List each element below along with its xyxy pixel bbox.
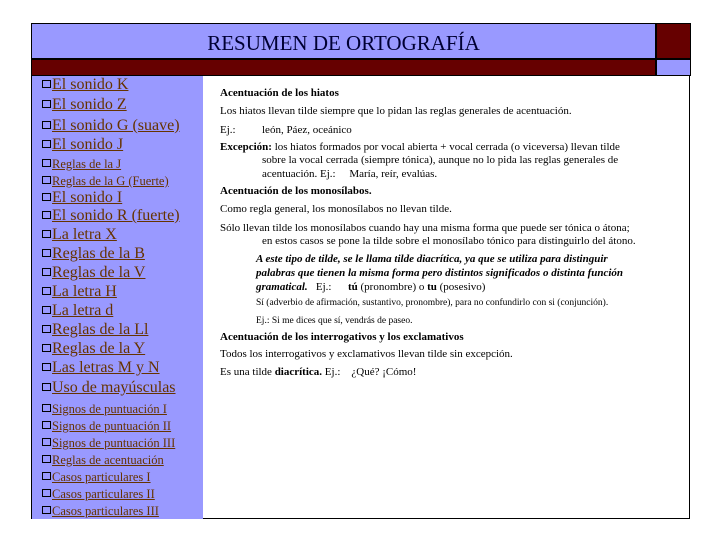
sidebar-link-label: Uso de mayúsculas — [52, 379, 176, 396]
text: María, reír, evalúas. — [349, 168, 438, 180]
bullet-square-icon — [42, 438, 51, 446]
bullet-square-icon — [42, 472, 51, 480]
sidebar-link[interactable] — [42, 207, 180, 225]
text: Los hiatos llevan tilde siempre que lo pidan las reglas generales de acentuación. — [220, 105, 572, 117]
sidebar-link[interactable] — [42, 302, 113, 320]
sidebar-link-label: Casos particulares III — [52, 504, 159, 518]
sidebar-link[interactable] — [42, 453, 164, 468]
bullet-square-icon — [42, 159, 51, 167]
sidebar-link[interactable] — [42, 321, 148, 339]
text: palabras que tienen la misma forma pero distintos significados o distinta función — [256, 267, 624, 279]
bullet-square-icon — [42, 455, 51, 463]
text: Sólo llevan tilde los monosílabos cuando hay una misma forma que puede ser tónica o átona; — [220, 222, 630, 234]
text: (posesivo) — [439, 281, 486, 293]
sidebar-link-label: Signos de puntuación III — [52, 436, 176, 450]
page-title: RESUMEN DE ORTOGRAFÍA — [31, 23, 656, 59]
sidebar-link[interactable] — [42, 436, 175, 451]
sidebar-link-label: Reglas de la J — [52, 157, 122, 171]
corner-decoration — [656, 23, 691, 59]
sidebar-link-label: Reglas de la G (Fuerte) — [52, 174, 169, 188]
bullet-square-icon — [42, 230, 51, 238]
bullet-square-icon — [42, 489, 51, 497]
text: Sí (adverbio de afirmación, sustantivo, pronombre), para no confundirlo con si (conjunción). — [256, 298, 609, 308]
text: A este tipo de tilde, se le llama tilde diacrítica, ya que se utiliza para distinguir — [256, 253, 608, 265]
bullet-square-icon — [42, 249, 51, 257]
corner-decoration — [656, 59, 691, 76]
bullet-square-icon — [42, 287, 51, 295]
heading-interrogativos: Acentuación de los interrogativos y los exclamativos — [220, 331, 464, 343]
sidebar-link-label: La letra H — [52, 283, 117, 300]
sidebar-link[interactable] — [42, 76, 128, 94]
header-bar — [31, 59, 656, 76]
text: en estos casos se pone la tilde sobre el monosílabo tónico para distinguirlo del átono. — [262, 235, 636, 247]
bullet-square-icon — [42, 306, 51, 314]
sidebar-link-label: El sonido K — [52, 76, 129, 93]
sidebar-link-label: Signos de puntuación II — [52, 419, 172, 433]
sidebar-link[interactable] — [42, 340, 145, 358]
text: león, Páez, oceánico — [262, 124, 352, 136]
text: ¿Qué? ¡Cómo! — [351, 366, 417, 378]
bullet-square-icon — [42, 325, 51, 333]
text: Ej.: — [324, 366, 341, 378]
sidebar-link-label: Reglas de la B — [52, 245, 145, 262]
sidebar-nav — [31, 76, 203, 519]
bullet-square-icon — [42, 268, 51, 276]
sidebar-link-label: Reglas de acentuación — [52, 453, 164, 467]
text: los hiatos formados por vocal abierta + vocal cerrada (o viceversa) llevan tilde — [274, 141, 620, 153]
sidebar-link-label: Las letras M y N — [52, 359, 160, 376]
text: tú — [347, 281, 358, 293]
bullet-square-icon — [42, 421, 51, 429]
sidebar-link[interactable] — [42, 157, 121, 172]
sidebar-link[interactable] — [42, 136, 123, 154]
sidebar-link[interactable] — [42, 189, 122, 207]
text: tu — [427, 281, 437, 293]
bullet-square-icon — [42, 344, 51, 352]
sidebar-link-label: El sonido G (suave) — [52, 117, 180, 134]
sidebar-link[interactable] — [42, 226, 117, 244]
sidebar-link[interactable] — [42, 419, 171, 434]
sidebar-link[interactable] — [42, 470, 151, 485]
text: Excepción: — [220, 141, 272, 153]
bullet-square-icon — [42, 363, 51, 371]
bullet-square-icon — [42, 383, 51, 391]
sidebar-link[interactable] — [42, 504, 159, 519]
bullet-square-icon — [42, 404, 51, 412]
text: gramatical. — [256, 281, 308, 293]
text: Ej.: — [315, 281, 332, 293]
sidebar-link-label: El sonido I — [52, 189, 123, 206]
sidebar-link[interactable] — [42, 487, 155, 502]
sidebar-link[interactable] — [42, 245, 145, 263]
sidebar-link-label: El sonido J — [52, 136, 124, 153]
bullet-square-icon — [42, 121, 51, 129]
text: Como regla general, los monosílabos no llevan tilde. — [220, 203, 452, 215]
sidebar-link[interactable] — [42, 264, 145, 282]
sidebar-link-label: Casos particulares I — [52, 470, 151, 484]
text: sobre la vocal cerrada (siempre tónica), aunque no lo pida las reglas generales de — [262, 154, 619, 166]
sidebar-link[interactable] — [42, 402, 167, 417]
text: Es una tilde — [220, 366, 272, 378]
sidebar-link-label: Reglas de la Ll — [52, 321, 149, 338]
sidebar-link-label: La letra X — [52, 226, 117, 243]
sidebar-link-label: Reglas de la Y — [52, 340, 146, 357]
bullet-square-icon — [42, 80, 51, 88]
sidebar-link-label: Casos particulares II — [52, 487, 155, 501]
text: Ej.: — [220, 124, 236, 136]
text: (pronombre) o — [360, 281, 425, 293]
bullet-square-icon — [42, 140, 51, 148]
sidebar-link[interactable] — [42, 117, 180, 135]
bullet-square-icon — [42, 193, 51, 201]
text: Ej.: Si me dices que sí, vendrás de paseo. — [256, 316, 413, 326]
sidebar-link[interactable] — [42, 379, 176, 397]
bullet-square-icon — [42, 506, 51, 514]
bullet-square-icon — [42, 211, 51, 219]
bullet-square-icon — [42, 100, 51, 108]
sidebar-link[interactable] — [42, 283, 117, 301]
sidebar-link-label: El sonido R (fuerte) — [52, 207, 180, 224]
text: diacrítica. — [274, 366, 323, 378]
sidebar-link[interactable] — [42, 359, 160, 377]
heading-hiatos: Acentuación de los hiatos — [220, 87, 339, 99]
sidebar-link-label: Signos de puntuación I — [52, 402, 167, 416]
sidebar-link-label: El sonido Z — [52, 96, 127, 113]
bullet-square-icon — [42, 176, 51, 184]
text: acentuación. Ej.: — [262, 168, 336, 180]
sidebar-link-label: La letra d — [52, 302, 114, 319]
heading-monosilabos: Acentuación de los monosílabos. — [220, 185, 372, 197]
sidebar-link[interactable] — [42, 174, 169, 189]
sidebar-link[interactable] — [42, 96, 127, 114]
sidebar-link-label: Reglas de la V — [52, 264, 146, 281]
text: Todos los interrogativos y exclamativos llevan tilde sin excepción. — [220, 348, 513, 360]
